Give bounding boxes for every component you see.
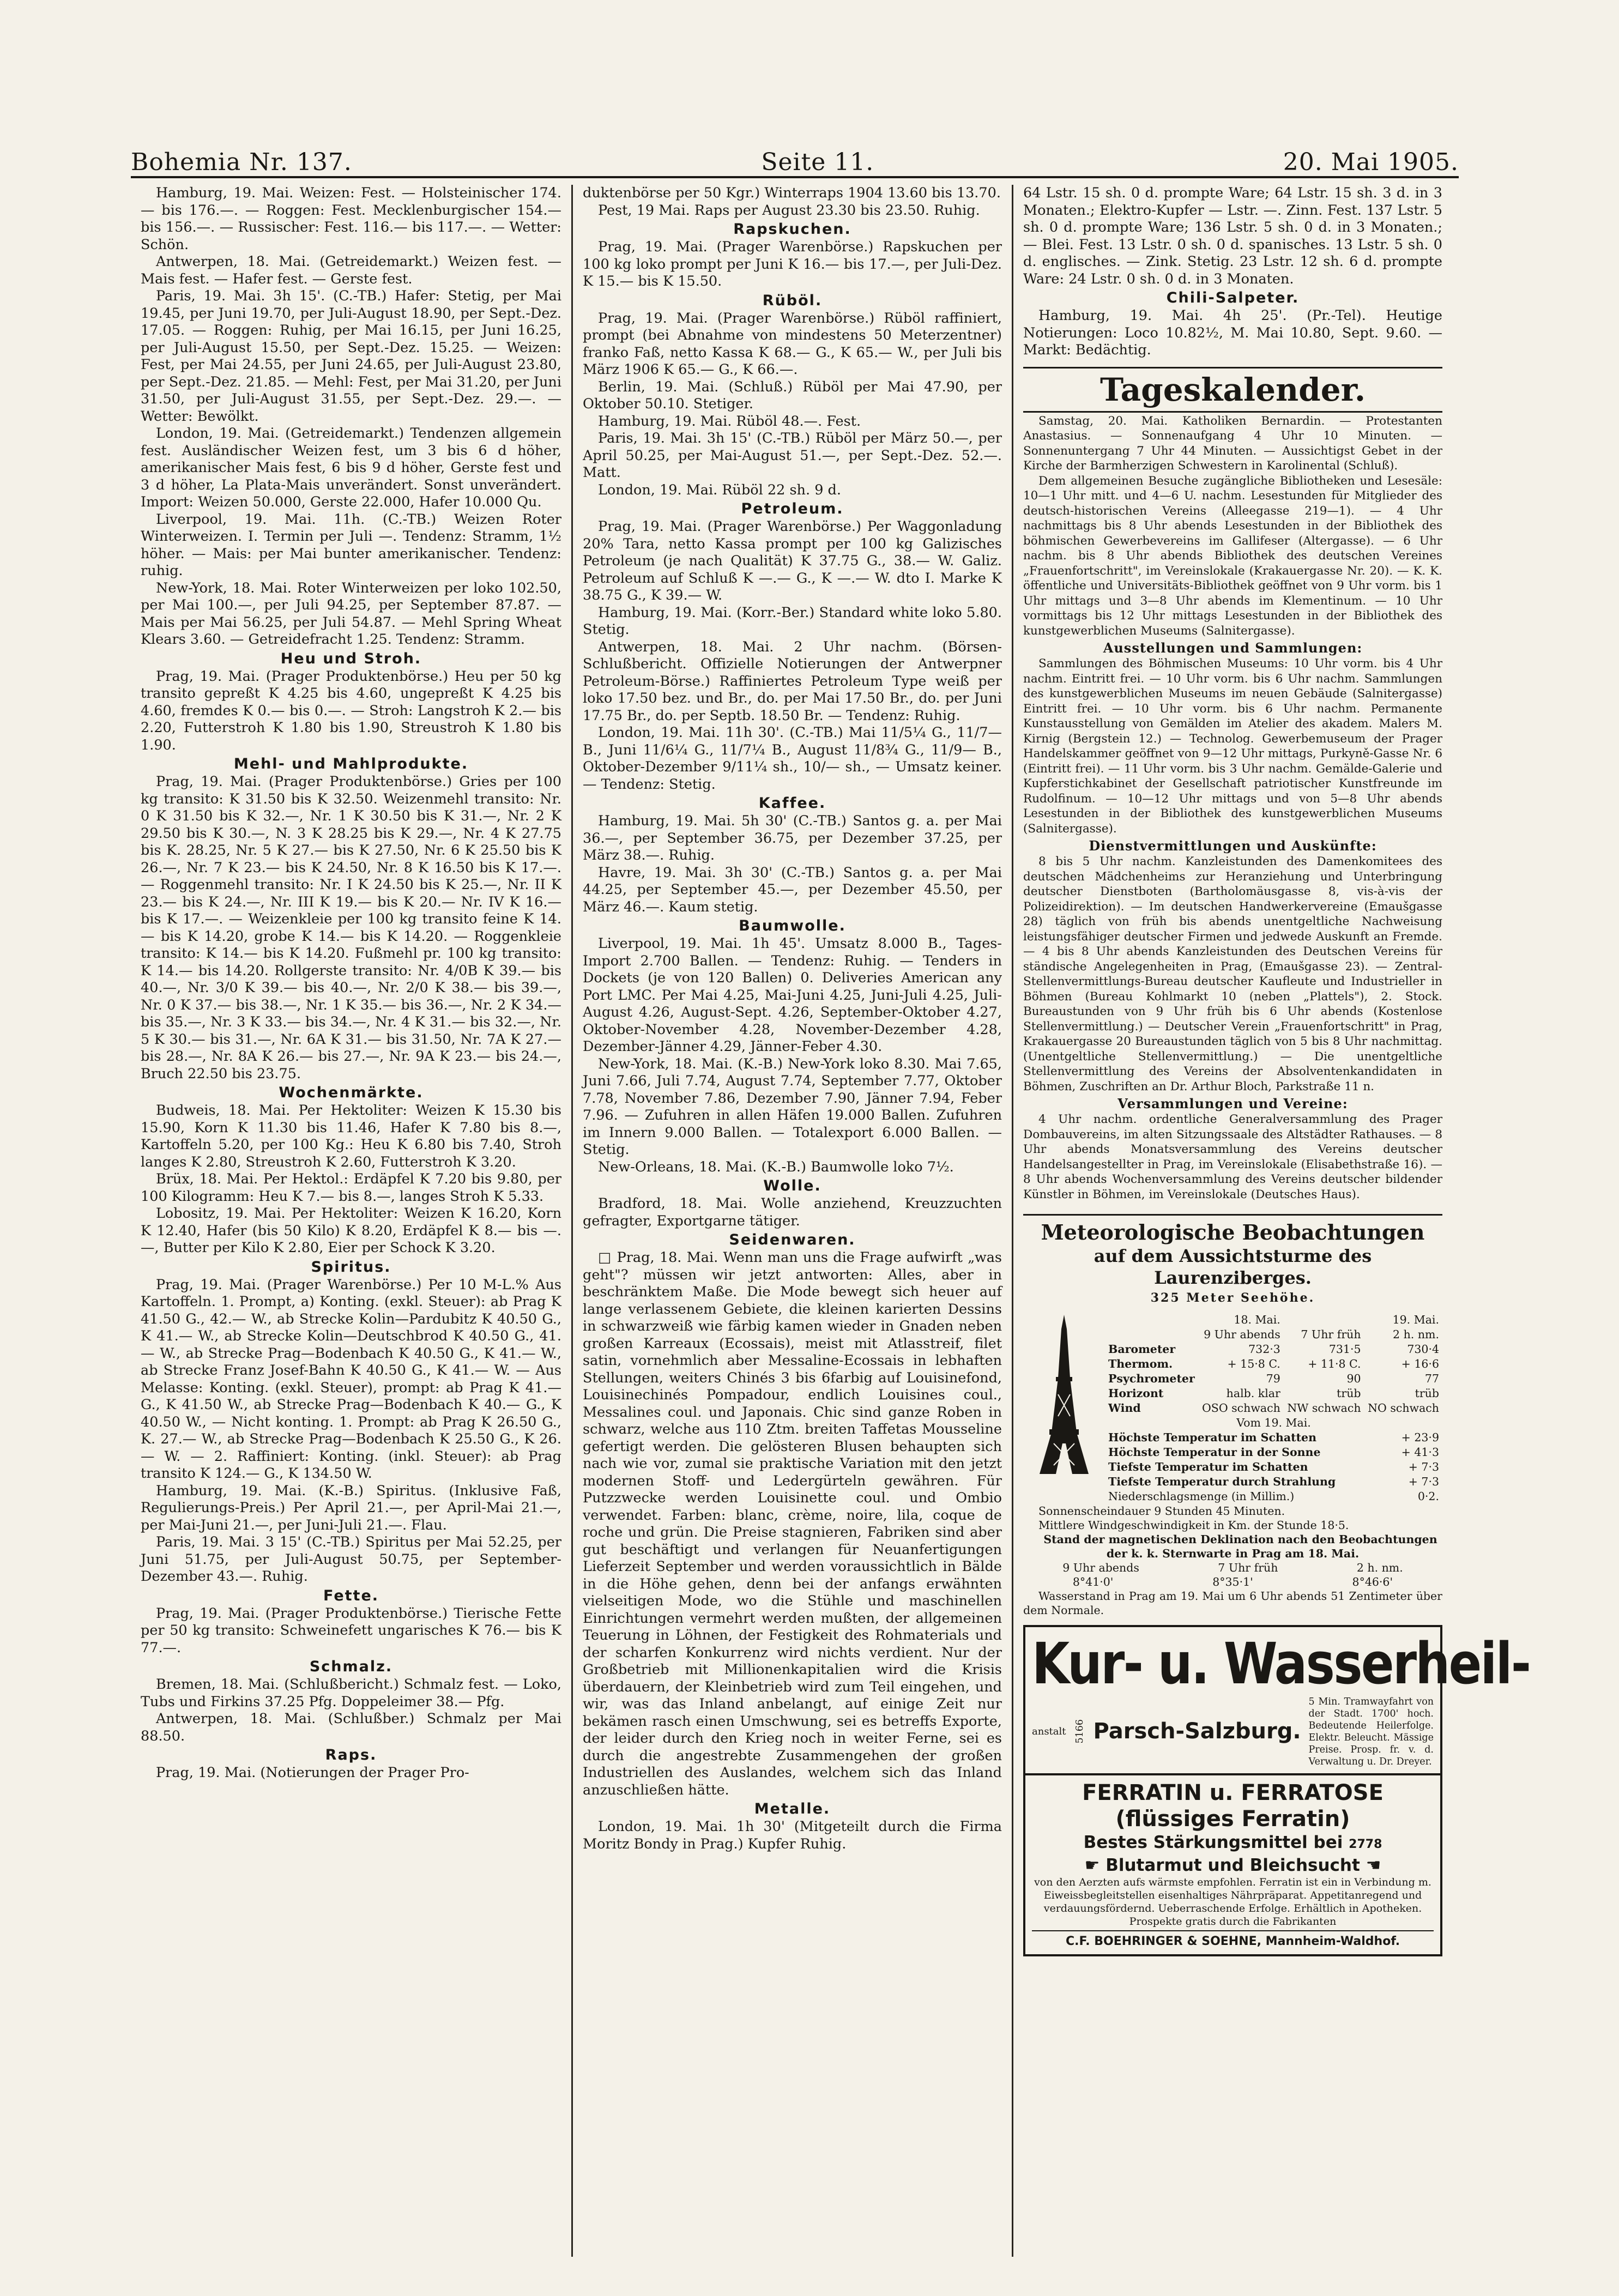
article-paragraph: Hamburg, 19. Mai. Weizen: Fest. — Holsteinischer 174.— bis 176.—. — Roggen: Fest. Mecklenburgischer 154.— bis 156.—. — Russischer: Fest. 116.— bis 117.—. — Wetter: Schön. <box>141 185 561 253</box>
newspaper-page <box>131 139 1530 2257</box>
section-heading: Metalle. <box>754 1800 831 1817</box>
section-heading: Mehl- und Mahlprodukte. <box>233 756 469 772</box>
calendar-paragraph: Samstag, 20. Mai. Katholiken Bernardin. — Protestanten Anastasius. — Sonnenaufgang 4 Uhr 10 Minuten. — Sonnenuntergang 7 Uhr 44 Minuten. — Aussichtigst Gebet in der Kirche der Barmherzigen Schwestern in Karolinental (Schluß). <box>1023 414 1442 473</box>
article-paragraph: Bremen, 18. Mai. (Schlußbericht.) Schmalz fest. — Loko, Tubs und Firkins 37.25 Pfg. Doppeleimer 38.— Pfg. <box>141 1676 561 1710</box>
section-heading: Kaffee. <box>758 795 826 812</box>
article-paragraph: London, 19. Mai. Rüböl 22 sh. 9 d. <box>598 481 841 498</box>
calendar-subheading: Ausstellungen und Sammlungen: <box>1103 640 1363 656</box>
article-paragraph: duktenbörse per 50 Kgr.) Winterraps 1904 13.60 bis 13.70. <box>583 185 1001 201</box>
ad-anstalt: anstalt <box>1032 1725 1066 1737</box>
section-heading: Rapskuchen. <box>733 221 851 238</box>
calendar-paragraph: 4 Uhr nachm. ordentliche Generalversammlung des Prager Dombauvereins, im alten Sitzungssaale des Altstädter Rathauses. — 8 Uhr abends Monatsversammlung des Vereins deutscher Handelsangestellter in Prag, im Vereinslokale (Elisabethstraße 16). — 8 Uhr abends Wochenversammlung des Vereins deutscher bildender Künstler in Böhmen, im Vereinslokale (Deutsches Haus). <box>1023 1113 1442 1201</box>
section-heading: Baumwolle. <box>739 917 846 934</box>
tageskalender-title: Tageskalender. <box>1023 367 1442 413</box>
declination-note: Stand der magnetischen Deklination nach den Beobachtungen der k. k. Sternwarte in Prag am 18. Mai. <box>1043 1532 1437 1560</box>
article-paragraph: Liverpool, 19. Mai. 11h. (C.-TB.) Weizen Roter Winterweizen. I. Termin per Juli —. Tendenz: Stramm, 1½ höher. — Mais: per Mai bunter amerikanischer. Tendenz: ruhig. <box>141 511 561 579</box>
column-1 <box>131 185 571 2257</box>
section-heading: Heu und Stroh. <box>280 650 422 667</box>
header-center: Seite 11. <box>761 148 874 176</box>
table-row: Wind OSO schwach NW schwach NO schwach <box>1108 1401 1439 1415</box>
vom-date: Vom 19. Mai. <box>1236 1416 1311 1429</box>
ad-description: von den Aerzten aufs wärmste empfohlen. Ferratin ist ein in Verbindung m. Eiweissbegleitstellen eisenhaltiges Nährpräparat. Appetitanregend und verdauungsfördernd. Ueberraschende Erfolge. Erhältlich in Apotheken. Prospekte gratis durch die Fabrikanten <box>1034 1876 1431 1928</box>
section-heading: Chili-Salpeter. <box>1166 289 1300 306</box>
section-heading: Schmalz. <box>309 1658 393 1675</box>
calendar-subheading: Dienstvermittlungen und Auskünfte: <box>1089 838 1377 854</box>
table-row: Tiefste Temperatur im Schatten + 7·3 <box>1108 1460 1439 1473</box>
article-paragraph: Berlin, 19. Mai. (Schluß.) Rüböl per Mai 47.90, per Oktober 50.10. Stetiger. <box>583 378 1002 412</box>
article-paragraph: Prag, 19. Mai. (Prager Produktenbörse.) Tierische Fette per 50 kg transito: Schweinefett ungarisches K 76.— bis K 77.—. <box>141 1605 561 1656</box>
article-paragraph: Hamburg, 19. Mai. (Korr.-Ber.) Standard white loko 5.80. Stetig. <box>583 604 1002 638</box>
table-row: Höchste Temperatur im Schatten + 23·9 <box>1108 1430 1439 1444</box>
ad-number: 5166 <box>1074 1719 1085 1744</box>
meteorology-subtitle: auf dem Aussichtsturme des Laurenziberges. <box>1094 1246 1372 1288</box>
table-row: Tiefste Temperatur durch Strahlung + 7·3 <box>1108 1475 1439 1488</box>
advertisement-ferratin <box>1023 1775 1442 1957</box>
article-paragraph: Paris, 19. Mai. 3h 15'. (C.-TB.) Hafer: Stetig, per Mai 19.45, per Juni 19.70, per Juli-August 18.90, per Sept.-Dez. 17.05. — Roggen: Ruhig, per Mai 16.15, per Juni 16.25, per Juli-August 15.50, per Sept.-Dez. 15.25. — Weizen: Fest, per Mai 24.55, per Juni 24.65, per Juli-August 23.80, per Sept.-Dez. 21.85. — Mehl: Fest, per Mai 31.20, per Juni 31.50, per Juli-August 31.55, per Sept.-Dez. 29.—. — Wetter: Bewölkt. <box>141 288 561 425</box>
article-paragraph: Lobositz, 19. Mai. Per Hektoliter: Weizen K 16.20, Korn K 12.40, Hafer (bis 50 Kilo) K 8.20, Erdäpfel K 8.— bis —.—, Butter per Kilo K 2.80, Eier per Schock K 3.20. <box>141 1205 561 1256</box>
article-paragraph: Hamburg, 19. Mai. 4h 25'. (Pr.-Tel). Heutige Notierungen: Loco 10.82½, M. Mai 10.80, Sept. 9.60. — Markt: Bedächtig. <box>1023 307 1442 358</box>
article-paragraph: New-York, 18. Mai. Roter Winterweizen per loko 102.50, per Mai 100.—, per Juli 94.25, per September 87.87. — Mais per Mai 56.25, per Juli 54.87. — Mehl Spring Wheat Klears 3.60. — Getreidefracht 1.25. Tendenz: Stramm. <box>141 579 561 648</box>
meteorology-title: Meteorologische Beobachtungen <box>1023 1214 1442 1245</box>
ad-location: Parsch-Salzburg. <box>1093 1718 1301 1744</box>
article-paragraph: Antwerpen, 18. Mai. 2 Uhr nachm. (Börsen-Schlußbericht. Offizielle Notierungen der Antwerpner Petroleum-Börse.) Raffiniertes Petroleum Type weiß per loko 17.50 bez. und Br., do. per Mai 17.50 Br., do. per Juni 17.75 Br., do. per Septb. 18.50 Br. — Tendenz: Ruhig. <box>583 638 1002 724</box>
time-col: 2 h. nm. <box>1393 1327 1439 1341</box>
section-heading: Seidenwaren. <box>729 1231 856 1248</box>
article-paragraph: Prag, 19. Mai. (Prager Warenbörse.) Rapskuchen per 100 kg loko prompt per Juni K 16.— bis 17.—, per Juli-Dez. K 15.— bis K 15.50. <box>583 239 1002 289</box>
article-paragraph: Paris, 19. Mai. 3 15' (C.-TB.) Spiritus per Mai 52.25, per Juni 51.75, per Juli-August 50.75, per September-Dezember 43.—. Ruhig. <box>141 1534 561 1585</box>
article-paragraph: Havre, 19. Mai. 3h 30' (C.-TB.) Santos g. a. per Mai 44.25, per September 45.—, per Dezember 45.50, per März 46.—. Kaum stetig. <box>583 864 1002 915</box>
time-col: 9 Uhr abends <box>1204 1327 1280 1341</box>
article-paragraph: Prag, 19. Mai. (Prager Warenbörse.) Rüböl raffiniert, prompt (bei Abnahme von mindestens 50 Meterzentner) franko Faß, netto Kassa K 68.— G., K 65.— W., per Juli bis März 1906 K 65.— G., K 66.—. <box>583 310 1002 378</box>
calendar-subheading: Versammlungen und Vereine: <box>1117 1096 1348 1111</box>
ad-row <box>1032 1696 1434 1768</box>
advertisement-kur-wasserheilanstalt <box>1023 1625 1530 1775</box>
article-paragraph: Prag, 19. Mai. (Prager Warenbörse.) Per Waggonladung 20% Tara, netto Kassa prompt per 100 kg Galizisches Petroleum (je nach Qualität) K 37.75 G., 38.— W. Galiz. Petroleum auf Schluß K —.— G., K —.— W. dto I. Marke K 38.75 G., K 39.— W. <box>583 518 1002 603</box>
pointing-hand-icon: ☛ <box>1084 1855 1106 1875</box>
article-paragraph: New-York, 18. Mai. (K.-B.) New-York loko 8.30. Mai 7.65, Juni 7.66, Juli 7.74, August 7.74, September 7.77, Oktober 7.78, November 7.86, Dezember 7.90, Jänner 7.94, Feber 7.96. — Zufuhren in allen Häfen 19.000 Ballen. Zufuhren im Innern 9.000 Ballen. — Totalexport 6.000 Ballen. — Stetig. <box>583 1055 1002 1158</box>
meteorology-block <box>1023 1313 1442 1504</box>
ad-line: Bestes Stärkungsmittel bei 2778 <box>1083 1832 1382 1852</box>
section-heading: Raps. <box>325 1747 377 1763</box>
ad-line-hand: ☛ Blutarmut und Bleichsucht ☚ <box>1084 1855 1381 1875</box>
meteorology-altitude: 325 Meter Seehöhe. <box>1150 1291 1315 1305</box>
sunshine-duration: Sonnenscheindauer 9 Stunden 45 Minuten. <box>1038 1504 1285 1518</box>
article-paragraph: Prag, 19. Mai. (Prager Produktenbörse.) Gries per 100 kg transito: K 31.50 bis K 32.50. Weizenmehl transito: Nr. 0 K 31.50 bis K 32.—, Nr. 1 K 30.50 bis K 31.—, Nr. 2 K 29.50 bis K 30.—, N. 3 K 28.25 bis K 29.—, Nr. 4 K 27.75 bis K. 28.25, Nr. 5 K 27.— bis K 27.50, Nr. 6 K 25.50 bis K 26.—, Nr. 7 K 23.— bis K 24.50, Nr. 8 K 16.50 bis K 17.—. — Roggenmehl transito: Nr. I K 24.50 bis K 25.—, Nr. II K 23.— bis K 24.—, Nr. III K 19.— bis K 20.— Nr. IV K 16.— bis K 17.—. — Weizenkleie per 100 kg transito feine K 14.— bis K 14.20, grobe K 14.— bis K 14.20. — Roggenkleie transito: K 14.— bis K 14.20. Fußmehl pr. 100 kg transito: K 14.— bis 14.20. Rollgerste transito: Nr. 4/0B K 39.— bis 40.—, Nr. 3/0 K 39.— bis 40.—, Nr. 2/0 K 38.— bis 39.—, Nr. 0 K 37.— bis 38.—, Nr. 1 K 35.— bis 36.—, Nr. 2 K 34.— bis 35.—, Nr. 3 K 33.— bis 34.—, Nr. 4 K 31.— bis 32.—, Nr. 5 K 30.— bis 31.—, Nr. 6A K 31.— bis 31.50, Nr. 7A K 27.— bis 28.—, Nr. 8A K 26.— bis 27.—, Nr. 9A K 23.— bis 24.—, Bruch 22.50 bis 23.75. <box>141 774 561 1082</box>
ad-number: 2778 <box>1349 1837 1382 1851</box>
ad-manufacturer: C.F. BOEHRINGER & SOEHNE, Mannheim-Waldhof. <box>1032 1930 1434 1950</box>
article-paragraph: Brüx, 18. Mai. Per Hektol.: Erdäpfel K 7.20 bis 9.80, per 100 Kilogramm: Heu K 7.— bis 8.—, langes Stroh K 5.33. <box>141 1171 561 1205</box>
article-paragraph: Hamburg, 19. Mai. 5h 30' (C.-TB.) Santos g. a. per Mai 36.—, per September 36.75, per Dezember 37.25, per März 38.—. Ruhig. <box>583 813 1002 863</box>
date-18: 18. Mai. <box>1234 1313 1280 1326</box>
section-heading: Fette. <box>323 1587 379 1604</box>
table-row: Niederschlagsmenge (in Millim.) 0·2. <box>1108 1489 1439 1503</box>
article-paragraph: Pest, 19 Mai. Raps per August 23.30 bis 23.50. Ruhig. <box>598 202 980 219</box>
calendar-paragraph: 8 bis 5 Uhr nachm. Kanzleistunden des Damenkomitees des deutschen Mädchenheims zur Heranziehung und Unterbringung deutscher Dienstboten (Bartholomäusgasse 8, vis-à-vis der Polizeidirektion). — Im deutschen Handwerkervereine (Emaušgasse 28) täglich von früh bis abends unentgeltliche Nachweisung leistungsfähiger deutscher Firmen und jedwede Auskunft an Fremde. — 4 bis 8 Uhr abends Kanzleistunden des Deutschen Vereins für ständische Angelegenheiten in Prag, (Emaušgasse 23). — Zentral-Stellenvermittlungs-Bureau deutscher Kaufleute und Industrieller in Böhmen (Bureau Kohlmarkt 10 (neben „Plattels"), 2. Stock. Bureaustunden von 9 Uhr früh bis 6 Uhr abends (Kostenlose Stellenvermittlung.) — Deutscher Verein „Frauenfortschritt" in Prag, Krakauergasse 20 Bureaustunden täglich von 5 bis 8 Uhr nachmittag. (Unentgeltliche Stellenvermittlung.) — Die unentgeltliche Stellenvermittlung des Vereins der Absolventenkandidaten in Böhmen, Zuschriften an Dr. Arthur Bloch, Parkstraße 11 n. <box>1023 855 1442 1093</box>
article-paragraph: Budweis, 18. Mai. Per Hektoliter: Weizen K 15.30 bis 15.90, Korn K 11.30 bis 11.46, Hafer K 7.80 bis 8.—, Kartoffeln 5.20, per 100 Kg.: Heu K 6.80 bis 7.40, Stroh langes K 2.80, Streustroh K 2.60, Futterstroh K 3.20. <box>141 1102 561 1170</box>
article-paragraph: Hamburg, 19. Mai. (K.-B.) Spiritus. (Inklusive Faß, Regulierungs-Preis.) Per April 21.—, per April-Mai 21.—, per Mai-Juni 21.—, per Juni-Juli 21.—. Flau. <box>141 1482 561 1533</box>
article-paragraph: Prag, 19. Mai. (Notierungen der Prager Pro- <box>156 1765 469 1781</box>
article-paragraph: Prag, 19. Mai. (Prager Produktenbörse.) Heu per 50 kg transito gepreßt K 4.25 bis 4.60, ungepreßt K 4.25 bis 4.60, fremdes K 0.— bis 0.—. — Stroh: Langstroh K 2.— bis 2.20, Futterstroh K 1.80 bis 1.90, Streustroh K 1.80 bis 1.90. <box>141 668 561 753</box>
table-row: Höchste Temperatur in der Sonne + 41·3 <box>1108 1445 1439 1459</box>
table-row: Thermom. + 15·8 C. + 11·8 C. + 16·6 <box>1108 1357 1439 1370</box>
article-paragraph: Antwerpen, 18. Mai. (Schlußber.) Schmalz per Mai 88.50. <box>141 1711 561 1744</box>
time-col: 7 Uhr früh <box>1301 1327 1361 1341</box>
article-paragraph: Liverpool, 19. Mai. 1h 45'. Umsatz 8.000 B., Tages-Import 2.700 Ballen. — Tendenz: Ruhig. — Tenders in Dockets (je von 120 Ballen) 0. Deliveries American any Port LMC. Per Mai 4.25, Mai-Juni 4.25, Juni-Juli 4.25, Juli-August 4.26, August-Sept. 4.26, September-Oktober 4.27, Oktober-November 4.28, November-Dezember 4.28, Dezember-Jänner 4.29, Jänner-Feber 4.30. <box>583 935 1002 1055</box>
table-row: Barometer 732·3 731·5 730·4 <box>1108 1342 1439 1356</box>
table-row: Psychrometer 79 90 77 <box>1108 1371 1439 1385</box>
article-paragraph: Bradford, 18. Mai. Wolle anziehend, Kreuzzuchten gefragter, Exportgarne tätiger. <box>583 1195 1002 1229</box>
header-left: Bohemia Nr. 137. <box>131 148 352 176</box>
article-paragraph: Paris, 19. Mai. 3h 15' (C.-TB.) Rüböl per März 50.—, per April 50.25, per Mai-August 51.—, per Sept.-Dez. 52.—. Matt. <box>583 430 1002 481</box>
ad-details: 5 Min. Tramwayfahrt von der Stadt. 1700' hoch. Bedeutende Heilerfolge. Elektr. Beleucht. Mässige Preise. Prosp. fr. v. d. Verwaltung u. Dr. Dreyer. <box>1308 1696 1434 1767</box>
article-paragraph: □ Prag, 18. Mai. Wenn man uns die Frage aufwirft „was geht"? müssen wir jetzt antworten: Alles, aber in beschränktem Maße. Die Mode bewegt sich heuer auf lange verlassenem Gebiete, die kleinen karierten Dessins in schwarzweiß wie färbig kamen wieder in Gnaden neben großen Karreaux (Ecossais), meist mit Atlasstreif, filet satin, vornehmlich aber Messaline-Ecossais in lebhaften Stellungen, weiters Chinés 3 bis 6farbig auf Louisinefond, Louisinechinés Pompadour, endlich Louisines coul., Messalines coul. und Japonais. Chic sind ganze Roben in schwarz, welche aus 110 Ztm. breiten Taffetas Mousseline gefertigt werden. Die gelösteren Blusen behaupten sich nach wie vor, zumal sie praktische Variation mit den jetzt modernen Stoff- und Ledergürteln gewähren. Für Putzzwecke werden Louisinette coul. und Ombio verwendet. Farben: blanc, crème, noire, lila, coque de roche und grün. Die Preise stagnieren, Fabriken sind aber gut beschäftigt und verlangen für Neuanfertigungen Lieferzeit September und werden voraussichtlich in Bälde in die Höhe gehen, denn bei der anfangs erwähnten vielseitigen Mode, wo die Stühle und maschinellen Einrichtungen vermehrt werden mußten, der allgemeinen Teuerung in Löhnen, der Festigkeit des Rohmaterials und der scharfen Konkurrenz wird nichts verdient. Nur der Großbetrieb mit Millionenkapitalien wird die Krisis überdauern, der Kleinbetrieb wird zum Teil eingehen, und wir, was das Inland anbelangt, auf einige Zeit nur bekämen rasch einen Umschwung, sei es betreffs Exporte, der leider durch den Krieg noch in weiter Ferne, sei es durch die angestrebte Zusammengehen der großen Industriellen des Auslandes, welchem sich das Inland anzuschließen hätte. <box>583 1249 1002 1798</box>
observation-tower-icon <box>1023 1313 1105 1504</box>
section-heading: Petroleum. <box>741 500 844 517</box>
date-19: 19. Mai. <box>1392 1313 1439 1326</box>
calendar-paragraph: Sammlungen des Böhmischen Museums: 10 Uhr vorm. bis 4 Uhr nachm. Eintritt frei. — 10 Uhr vorm. bis 6 Uhr nachm. Sammlungen des kunstgewerblichen Museums im neuen Gebäude (Salnitergasse) Eintritt frei. — 10 Uhr vorm. bis 6 Uhr nachm. Permanente Kunstausstellung von Gemälden im Atelier des akadem. Malers M. Kirnig (Bergstein 12.) — Technolog. Gewerbemuseum der Prager Handelskammer geöffnet von 9—12 Uhr mittags, Purkyně-Gasse Nr. 6 (Eintritt frei). — 11 Uhr vorm. bis 3 Uhr nachm. Gemälde-Galerie und Kupferstichkabinet der Gesellschaft patriotischer Kunstfreunde im Rudolfinum. — 10—12 Uhr mittags und von 5—8 Uhr abends Lesestunden in der Bibliothek des kunstgewerblichen Museums (Salnitergasse). <box>1023 657 1442 836</box>
calendar-paragraph: Dem allgemeinen Besuche zugängliche Bibliotheken und Lesesäle: 10—1 Uhr mitt. und 4—6 U. nachm. Lesestunden für Mitglieder des deutsch-historischen Vereins (Alleegasse 219—1). — 4 Uhr nachmittags bis 8 Uhr abends Lesestunden in der Bibliothek des böhmischen Gewerbevereins im Gallifeser (Altergasse). — 6 Uhr nachm. bis 8 Uhr abends Bibliothek des deutschen Vereines „Frauenfortschritt", im Vereinslokale (Krakauergasse Nr. 20). — K. K. öffentliche und Universitäts-Bibliothek geöffnet von 9 Uhr vorm. bis 1 Uhr mittags und 3—8 Uhr abends im Klementinum. — 10 Uhr vormittags bis 12 Uhr mittags Lesestunden in der Bibliothek des kunstgewerblichen Museums (Salnitergasse). <box>1023 474 1442 638</box>
article-paragraph: London, 19. Mai. 11h 30'. (C.-TB.) Mai 11/5¼ G., 11/7— B., Juni 11/6¼ G., 11/7¼ B., August 11/8¾ G., 11/9— B., Oktober-Dezember 9/11¼ sh., 10/— sh., — Umsatz keiner. — Tendenz: Stetig. <box>583 724 1002 793</box>
table-row: Horizont halb. klar trüb trüb <box>1108 1386 1439 1400</box>
water-level: Wasserstand in Prag am 19. Mai um 6 Uhr abends 51 Zentimeter über dem Normale. <box>1023 1589 1442 1617</box>
weather-table <box>1105 1313 1442 1504</box>
column-3 <box>1012 185 1530 2257</box>
ad-headline: Kur- u. Wasserheil- <box>1032 1630 1530 1697</box>
article-paragraph: Hamburg, 19. Mai. Rüböl 48.—. Fest. <box>598 413 861 430</box>
page-header <box>131 139 1459 178</box>
section-heading: Spiritus. <box>311 1258 391 1276</box>
article-paragraph: London, 19. Mai. (Getreidemarkt.) Tendenzen allgemein fest. Ausländischer Weizen fest, um 3 bis 6 d höher, amerikanischer Mais fest, 6 bis 9 d höher, Gerste fest und 3 d höher, La Plata-Mais unverändert. Sonst unverändert. Import: Weizen 50.000, Gerste 22.000, Hafer 10.000 Qu. <box>141 425 561 510</box>
header-right: 20. Mai 1905. <box>1283 148 1459 176</box>
section-heading: Rüböl. <box>762 292 823 309</box>
pointing-hand-icon: ☚ <box>1360 1855 1381 1875</box>
article-paragraph: London, 19. Mai. 1h 30' (Mitgeteilt durch die Firma Moritz Bondy in Prag.) Kupfer Ruhig. <box>583 1818 1002 1852</box>
column-2 <box>571 185 1012 2257</box>
article-paragraph: Antwerpen, 18. Mai. (Getreidemarkt.) Weizen fest. — Mais fest. — Hafer fest. — Gerste fest. <box>141 253 561 287</box>
article-paragraph: 64 Lstr. 15 sh. 0 d. prompte Ware; 64 Lstr. 15 sh. 3 d. in 3 Monaten.; Elektro-Kupfer — Lstr. —. Zinn. Fest. 137 Lstr. 5 sh. 0 d. prompte Ware; 136 Lstr. 5 sh. 0 d. in 3 Monaten.; — Blei. Fest. 13 Lstr. 0 sh. 0 d. spanisches. 13 Lstr. 5 sh. 0 d. englisches. — Zink. Stetig. 23 Lstr. 12 sh. 6 d. prompte Ware: 24 Lstr. 0 sh. 0 d. in 3 Monaten. <box>1023 185 1442 287</box>
declination-values: 8°41·0' 8°35·1' 8°46·6' <box>1072 1575 1393 1588</box>
article-paragraph: Prag, 19. Mai. (Prager Warenbörse.) Per 10 M-L.% Aus Kartoffeln. 1. Prompt, a) Konting. (exkl. Steuer): ab Prag K 41.50 G., 42.— W., ab Strecke Kolin—Pardubitz K 40.50 G., K 41.— W., ab Strecke Kolin—Deutschbrod K 40.50 G., 41.— W., ab Strecke Prag—Bodenbach K 40.50 G., K 41.— W., ab Strecke Franz Josef-Bahn K 40.50 G., K 41.— W. — Aus Melasse: Konting. (exkl. Steuer), prompt: ab Prag K 41.— G., K 41.50 W., ab Strecke Prag—Bodenbach K 40.— G., K 40.50 W., — Nicht konting. 1. Prompt: ab Prag K 26.50 G., K. 27.— W., ab Strecke Prag—Bodenbach K 25.50 G., K 26.— W. — 2. Raffiniert: Konting. (inkl. Steuer): ab Prag transito K 124.— G., K 134.50 W. <box>141 1276 561 1482</box>
wind-speed: Mittlere Windgeschwindigkeit in Km. der Stunde 18·5. <box>1038 1518 1349 1532</box>
ad-title: FERRATIN u. FERRATOSE (flüssiges Ferratin) <box>1082 1780 1384 1832</box>
columns <box>131 185 1530 2257</box>
section-heading: Wochenmärkte. <box>279 1084 424 1101</box>
article-paragraph: New-Orleans, 18. Mai. (K.-B.) Baumwolle loko 7½. <box>598 1158 954 1175</box>
declination-times: 9 Uhr abends 7 Uhr früh 2 h. nm. <box>1062 1561 1403 1574</box>
section-heading: Wolle. <box>763 1177 821 1194</box>
